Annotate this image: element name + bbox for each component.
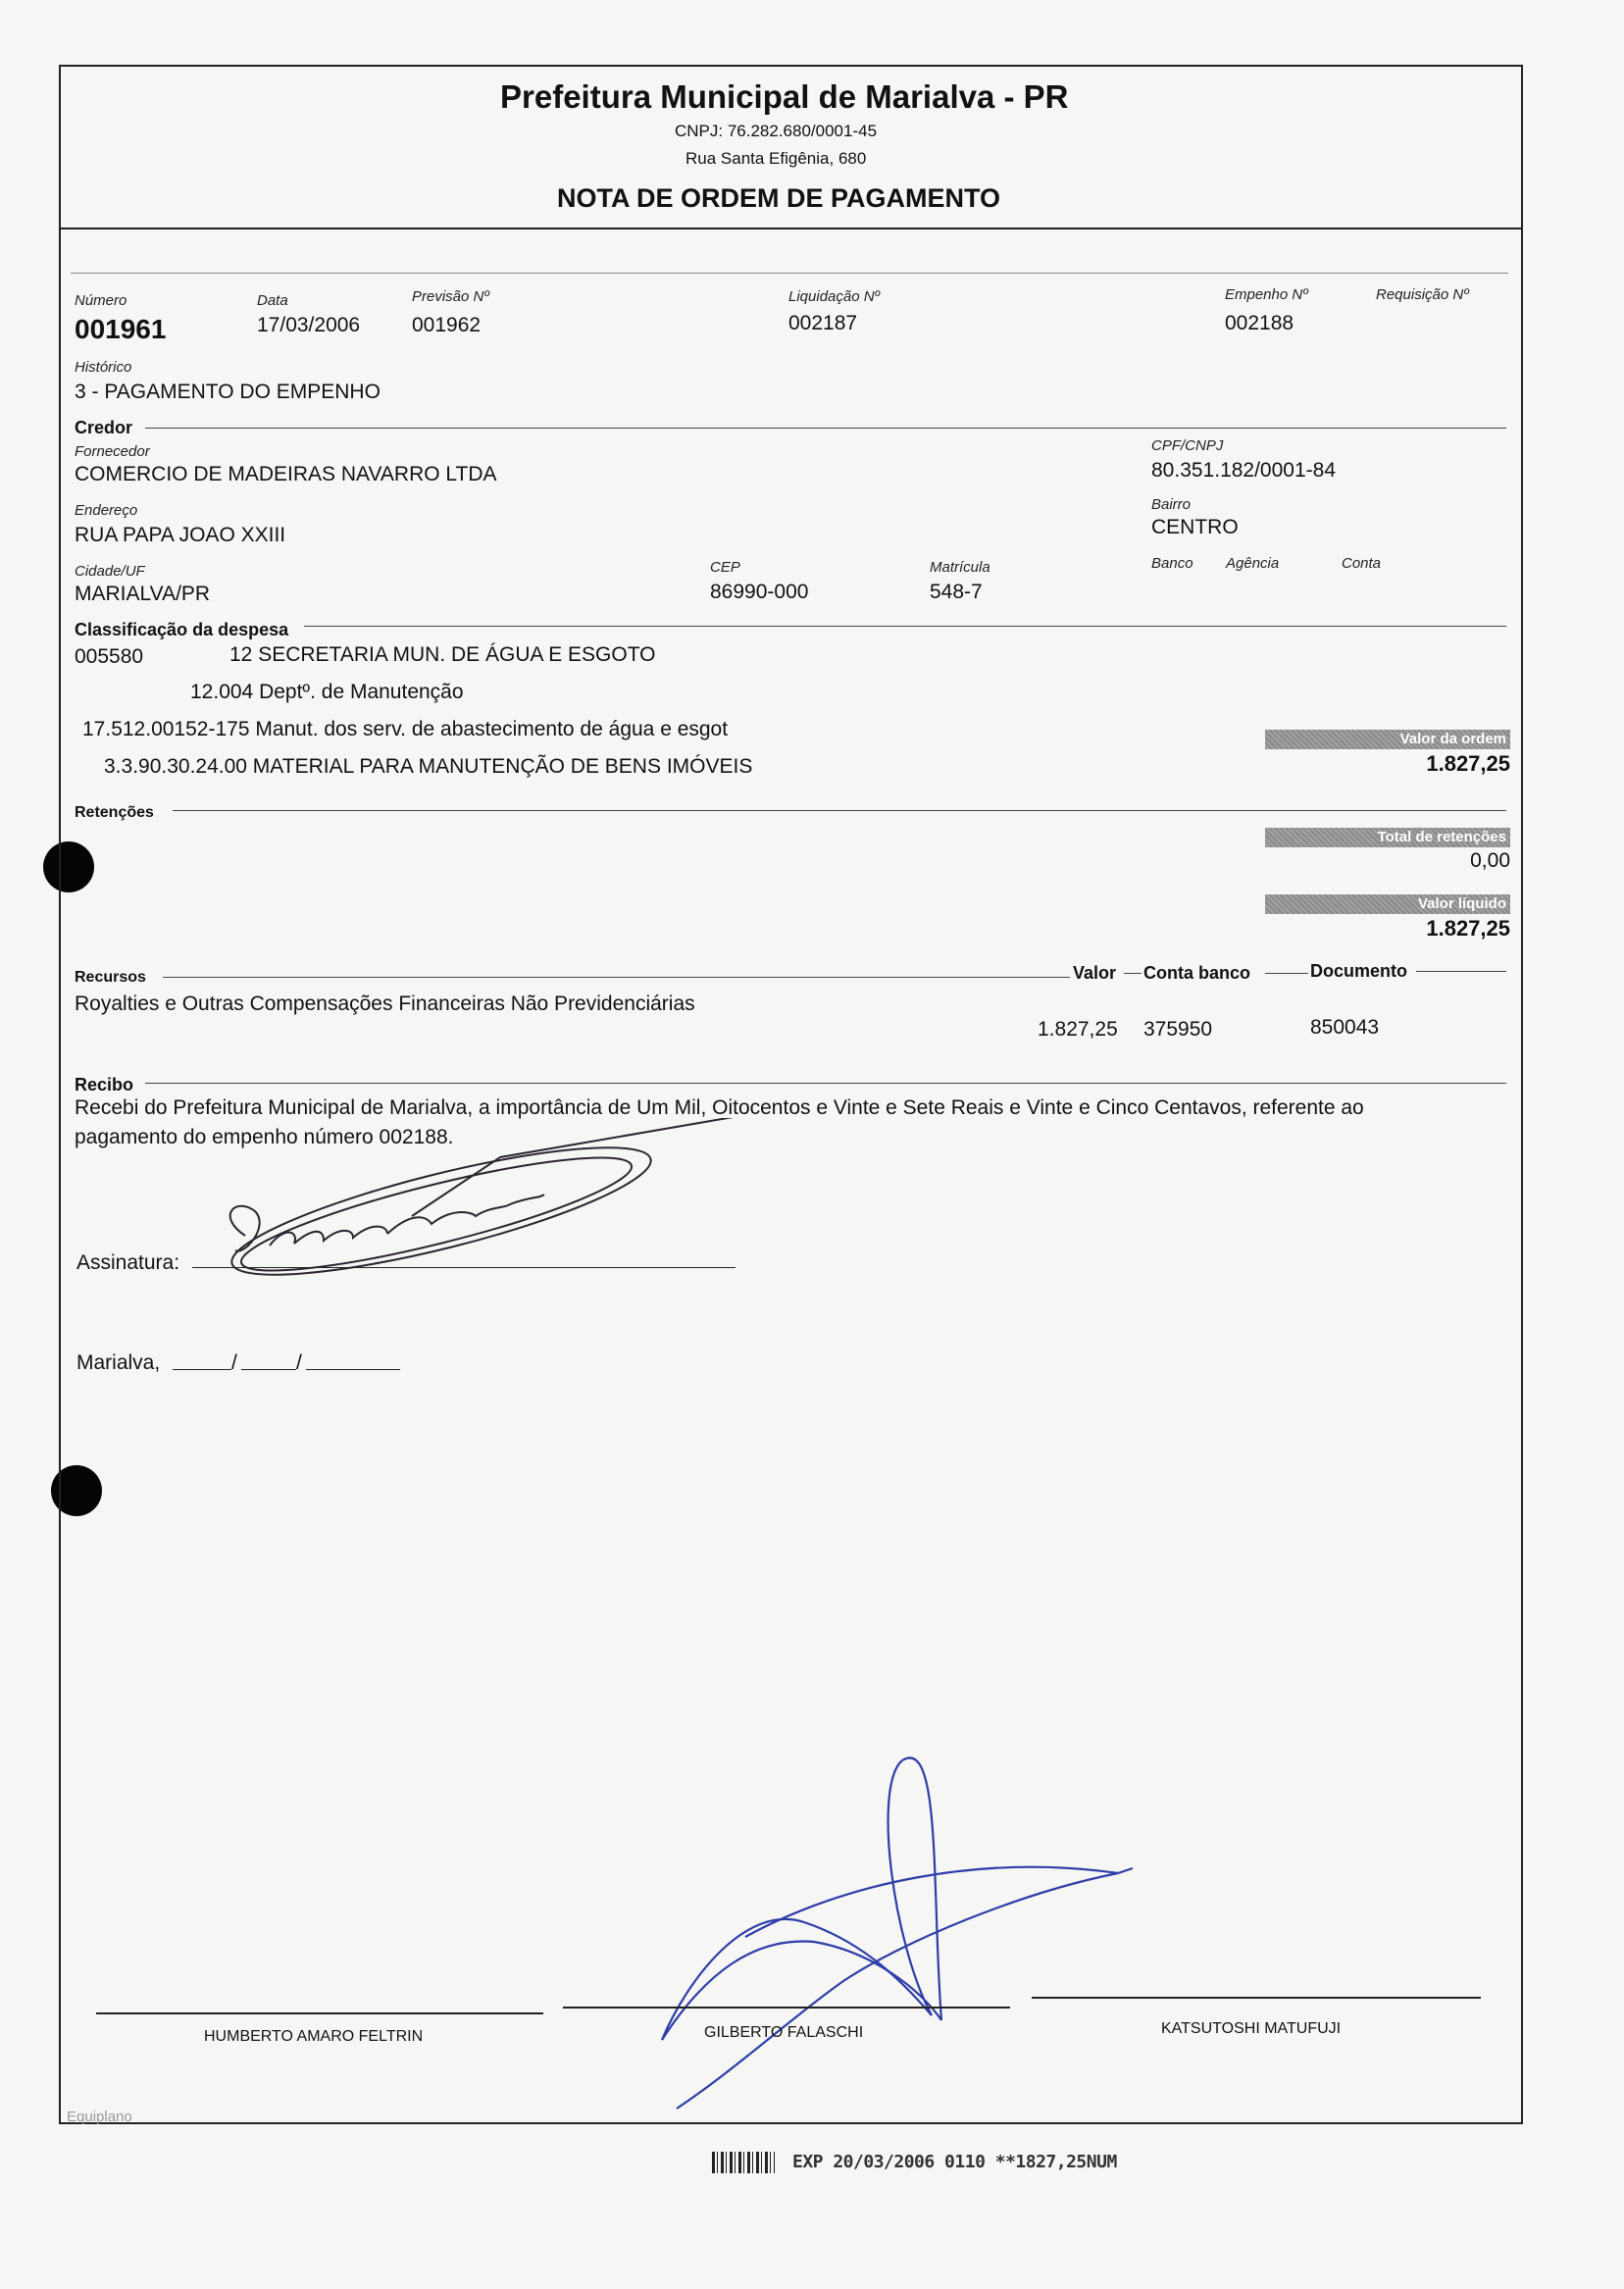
software-label: Equiplano <box>67 2109 132 2125</box>
numero-value: 001961 <box>75 314 167 344</box>
recibo-line1: Recebi do Prefeitura Municipal de Marialva, a importância de Um Mil, Oitocentos e Vinte e Sete Reais e Vinte e Cinco Centavos, referente ao <box>75 1096 1364 1119</box>
local-label: Marialva, <box>76 1351 161 1374</box>
recursos-divider <box>163 977 1070 978</box>
previsao-value: 001962 <box>412 314 482 336</box>
numero-label: Número <box>75 292 127 309</box>
signatory-2-name: GILBERTO FALASCHI <box>704 2024 864 2041</box>
data-value: 17/03/2006 <box>257 314 361 336</box>
cpf-label: CPF/CNPJ <box>1151 437 1224 454</box>
classificacao-line1: 12 SECRETARIA MUN. DE ÁGUA E ESGOTO <box>229 643 656 666</box>
signature-line-2 <box>563 2007 1010 2009</box>
valor-ordem-value: 1.827,25 <box>1426 751 1510 776</box>
recibo-section-label: Recibo <box>75 1075 134 1094</box>
classificacao-code: 005580 <box>75 645 144 668</box>
signatory-3-name: KATSUTOSHI MATUFUJI <box>1161 2020 1342 2037</box>
classificacao-line3: 17.512.00152-175 Manut. dos serv. de abastecimento de água e esgot <box>82 718 729 740</box>
endereco-value: RUA PAPA JOAO XXIII <box>75 524 286 546</box>
valor-col-label: Valor <box>1073 963 1117 983</box>
document-title: NOTA DE ORDEM DE PAGAMENTO <box>557 183 1001 213</box>
documento-col-divider <box>1416 971 1506 972</box>
address-text: Rua Santa Efigênia, 680 <box>685 149 867 168</box>
official-signature <box>647 1746 1157 2118</box>
date-slash-2: / <box>296 1351 302 1374</box>
agencia-label: Agência <box>1226 555 1280 572</box>
total-retencoes-value: 0,00 <box>1470 849 1510 872</box>
recursos-conta: 375950 <box>1143 1018 1213 1041</box>
recursos-valor: 1.827,25 <box>1038 1018 1118 1041</box>
empenho-value: 002188 <box>1225 312 1294 334</box>
fornecedor-value: COMERCIO DE MADEIRAS NAVARRO LTDA <box>75 463 497 485</box>
recursos-section-label: Recursos <box>75 969 146 986</box>
cpf-value: 80.351.182/0001-84 <box>1151 459 1337 482</box>
recipient-signature <box>177 1118 804 1314</box>
matricula-value: 548-7 <box>930 581 983 603</box>
conta-banco-col-label: Conta banco <box>1143 963 1251 983</box>
liquidacao-label: Liquidação Nº <box>788 288 881 305</box>
retencoes-section-label: Retenções <box>75 804 154 821</box>
classificacao-divider <box>304 626 1506 627</box>
total-retencoes-label: Total de retenções <box>1265 828 1510 847</box>
previsao-label: Previsão Nº <box>412 288 489 305</box>
bank-stamp: EXP 20/03/2006 0110 **1827,25NUM <box>792 2152 1117 2172</box>
recibo-divider <box>145 1083 1506 1084</box>
historico-label: Histórico <box>75 359 132 376</box>
recursos-descricao: Royalties e Outras Compensações Financeiras Não Previdenciárias <box>75 992 695 1015</box>
classificacao-section-label: Classificação da despesa <box>75 620 289 639</box>
matricula-label: Matrícula <box>930 559 990 576</box>
requisicao-label: Requisição Nº <box>1376 286 1469 303</box>
credor-section-label: Credor <box>75 418 133 437</box>
documento-col-label: Documento <box>1310 961 1407 981</box>
top-divider <box>71 273 1508 274</box>
data-label: Data <box>257 292 288 309</box>
conta-label: Conta <box>1342 555 1382 572</box>
empenho-label: Empenho Nº <box>1225 286 1308 303</box>
liquidacao-value: 002187 <box>788 312 858 334</box>
recursos-documento: 850043 <box>1310 1016 1380 1039</box>
cep-value: 86990-000 <box>710 581 809 603</box>
assinatura-label: Assinatura: <box>76 1251 180 1274</box>
credor-divider <box>145 428 1506 429</box>
date-line-day <box>173 1369 231 1370</box>
historico-value: 3 - PAGAMENTO DO EMPENHO <box>75 381 381 403</box>
endereco-label: Endereço <box>75 502 138 519</box>
signatory-1-name: HUMBERTO AMARO FELTRIN <box>204 2028 424 2045</box>
signature-line-3 <box>1032 1997 1481 1999</box>
date-line-month <box>241 1369 296 1370</box>
classificacao-line2: 12.004 Deptº. de Manutenção <box>190 681 464 703</box>
banco-label: Banco <box>1151 555 1193 572</box>
cep-label: CEP <box>710 559 740 576</box>
fornecedor-label: Fornecedor <box>75 443 150 460</box>
header-divider <box>59 228 1523 229</box>
retencoes-divider <box>173 810 1506 811</box>
date-line-year <box>306 1369 400 1370</box>
valor-liquido-value: 1.827,25 <box>1426 916 1510 941</box>
signature-line-1 <box>96 2012 543 2014</box>
date-slash-1: / <box>231 1351 237 1374</box>
valor-liquido-label: Valor líquido <box>1265 894 1510 914</box>
conta-banco-col-divider <box>1265 973 1308 974</box>
valor-col-divider <box>1124 973 1142 974</box>
cnpj-text: CNPJ: 76.282.680/0001-45 <box>675 122 878 140</box>
bairro-label: Bairro <box>1151 496 1192 513</box>
municipality-title: Prefeitura Municipal de Marialva - PR <box>500 78 1069 115</box>
cidade-value: MARIALVA/PR <box>75 583 211 605</box>
barcode-icon <box>712 2152 775 2173</box>
cidade-label: Cidade/UF <box>75 563 145 580</box>
classificacao-line4: 3.3.90.30.24.00 MATERIAL PARA MANUTENÇÃO DE BENS IMÓVEIS <box>104 755 753 778</box>
bairro-value: CENTRO <box>1151 516 1239 538</box>
recibo-line2: pagamento do empenho número 002188. <box>75 1126 454 1148</box>
valor-ordem-label: Valor da ordem <box>1265 730 1510 749</box>
